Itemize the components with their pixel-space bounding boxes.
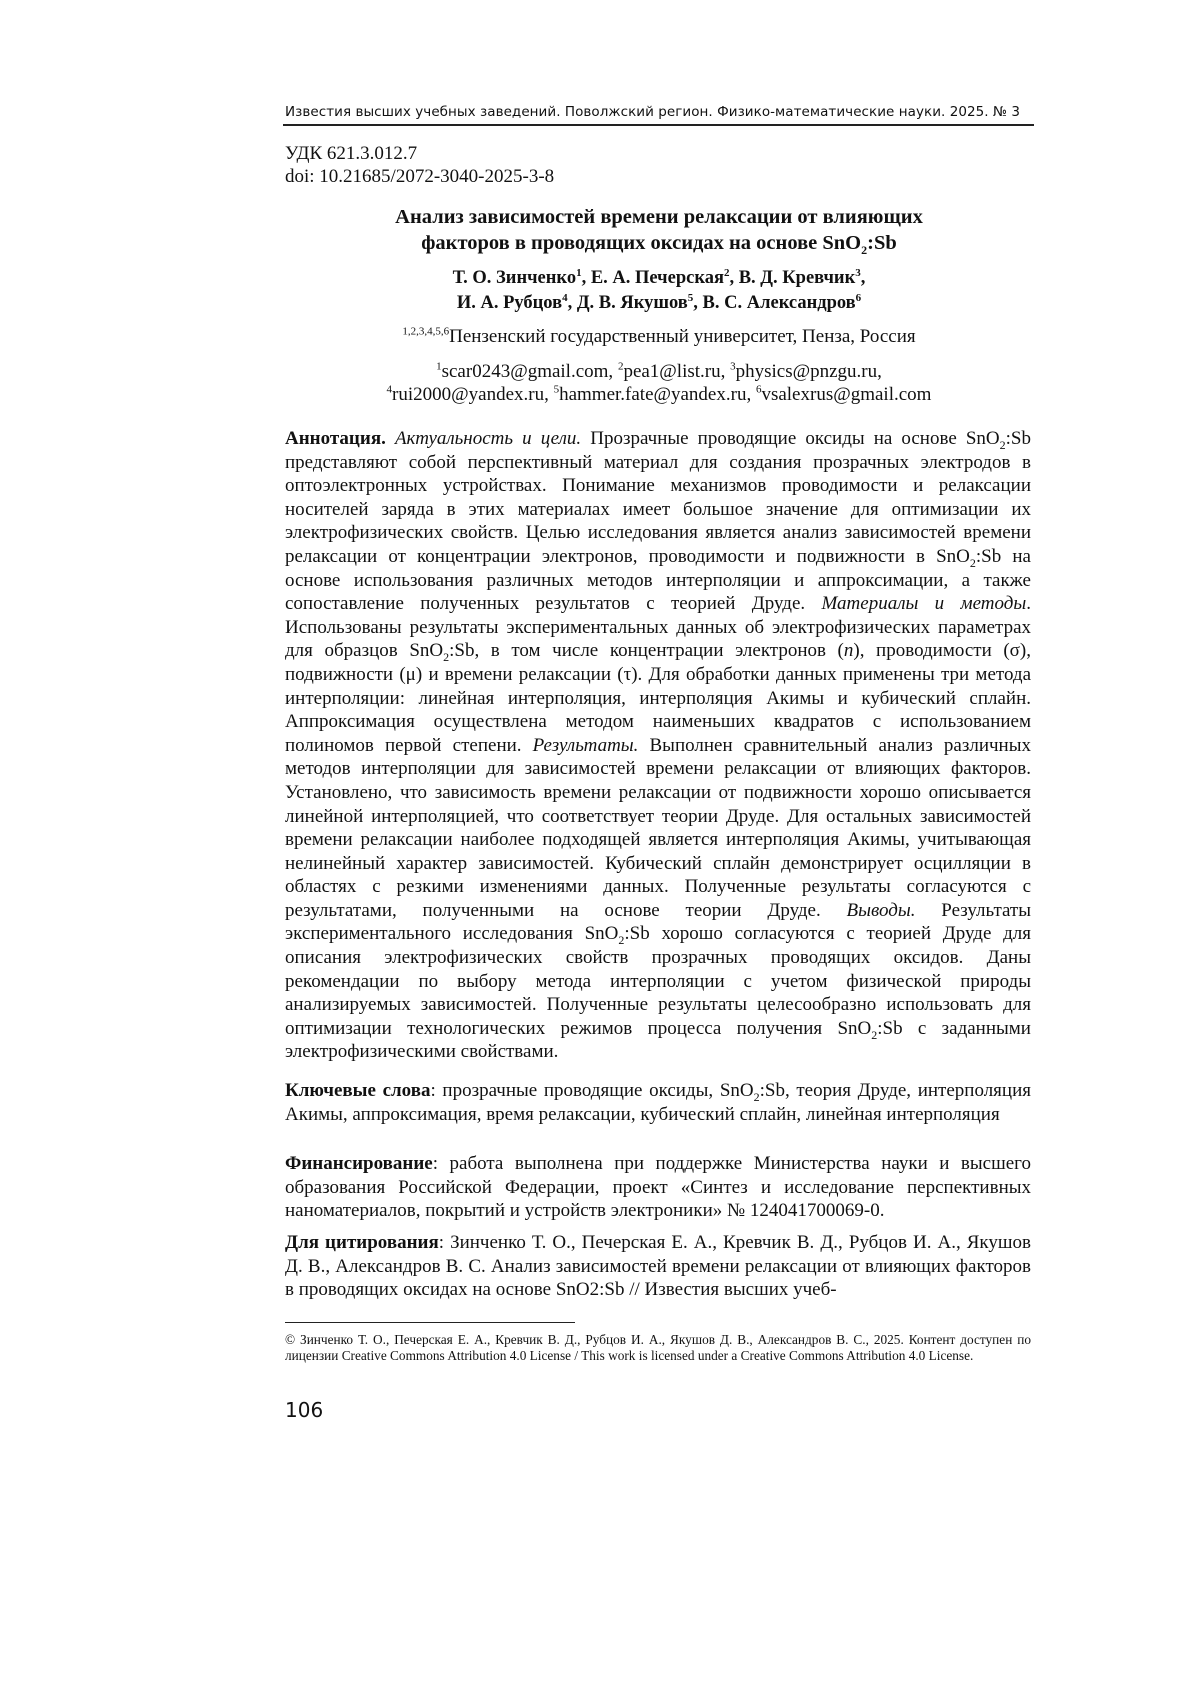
citation-text: : Зинченко Т. О., Печерская Е. А., Кревчик В. Д., Рубцов И. А., Якушов Д. В., Александров В. С. Анализ зависимостей времени релаксации от влияющих факторов в проводящих оксидах на основе SnO2:Sb // Известия высших учеб- bbox=[285, 1232, 1031, 1301]
email-link[interactable]: rui2000@yandex.ru, bbox=[392, 384, 554, 405]
emails-line-2 bbox=[285, 383, 1033, 407]
abstract-text: . Использованы результаты экспериментальных данных об электрофизических параметрах для образцов SnO bbox=[285, 593, 1032, 662]
abstract-text: :Sb с заданными электрофизическими свойствами. bbox=[285, 1017, 1031, 1063]
author-affiliation-mark: 3 bbox=[855, 266, 861, 279]
abstract-text: ), проводимости (σ), подвижности (μ) и времени релаксации (τ). Для обработки данных применены три метода интерполяции: линейная интерполяция, интерполяция Акимы и кубический сплайн. Аппроксимация осуществлена методом наименьших квадратов с использованием полиномов первой степени. bbox=[285, 640, 1031, 756]
affiliation-marks: 1,2,3,4,5,6 bbox=[402, 325, 450, 338]
formula-subscript: 2 bbox=[969, 555, 976, 570]
title-line-2-end: :Sb bbox=[867, 232, 897, 254]
keywords bbox=[285, 1079, 1031, 1126]
title-line-1: Анализ зависимостей времени релаксации от влияющих bbox=[395, 206, 923, 228]
author-list bbox=[285, 266, 1033, 316]
author-affiliation-mark: 4 bbox=[562, 291, 568, 304]
doi: doi: 10.21685/2072-3040-2025-3-8 bbox=[285, 166, 555, 187]
formula-subscript: 2 bbox=[753, 1089, 760, 1104]
funding-paragraph bbox=[285, 1152, 1031, 1223]
header-rule bbox=[283, 124, 1034, 126]
abstract-aim-label: Актуальность и цели. bbox=[394, 428, 582, 449]
affiliation-text: Пензенский государственный университет, Пенза, Россия bbox=[449, 326, 916, 347]
emails-line-1 bbox=[285, 360, 1033, 384]
funding-label: Финансирование bbox=[285, 1153, 433, 1174]
affiliation bbox=[285, 325, 1033, 349]
email-link[interactable]: physics@pnzgu.ru, bbox=[735, 361, 882, 382]
keywords-paragraph bbox=[285, 1079, 1031, 1126]
author-affiliation-mark: 5 bbox=[687, 291, 694, 304]
author-separator: , bbox=[860, 268, 866, 288]
keywords-text: : прозрачные проводящие оксиды, SnO bbox=[430, 1080, 754, 1101]
formula-subscript: 2 bbox=[618, 933, 625, 948]
email-mark: 5 bbox=[553, 383, 560, 396]
email-mark: 6 bbox=[755, 383, 762, 396]
author-separator: , bbox=[693, 293, 703, 313]
abstract-text: :Sb представляют собой перспективный материал для создания прозрачных электродов в оптоэлектронных устройствах. Понимание механизмов проводимости и релаксации носителей заряда в этих материалах имеет большое значение для оптимизации их электрофизических свойств. Целью исследования является анализ зависимостей времени релаксации от концентрации электронов, проводимости и подвижности в SnO bbox=[285, 428, 1031, 567]
funding bbox=[285, 1152, 1031, 1223]
copyright-footnote: © Зинченко Т. О., Печерская Е. А., Кревчик В. Д., Рубцов И. А., Якушов Д. В., Александров В. С., 2025. Контент доступен по лицензии Creative Commons Attribution 4.0 License / This work is licensed under a Creative Commons Attribution 4.0 License. bbox=[285, 1332, 1031, 1364]
formula-subscript: 2 bbox=[443, 650, 450, 665]
author-separator: , bbox=[729, 268, 739, 288]
abstract-text: :Sb, в том числе концентрации электронов ( bbox=[449, 640, 844, 662]
abstract bbox=[285, 427, 1031, 1064]
author-affiliation-mark: 6 bbox=[855, 291, 862, 304]
author-name: Е. А. Печерская bbox=[590, 268, 724, 288]
citation-label: Для цитирования bbox=[285, 1232, 439, 1253]
abstract-text: Выполнен сравнительный анализ различных методов интерполяции для зависимостей времени релаксации от влияющих факторов. Установлено, что зависимость времени релаксации от подвижности хорошо описывается линейной интерполяцией, что соответствует теории Друде. Для остальных зависимостей времени релаксации наиболее подходящей является интерполяция Акимы, учитывающая нелинейный характер зависимостей. Кубический сплайн демонстрирует осцилляции в областях с резкими изменениями данных. Полученные результаты согласуются с результатами, полученными на основе теории Друде. bbox=[285, 734, 1031, 921]
article-title bbox=[285, 204, 1033, 256]
email-mark: 3 bbox=[730, 360, 736, 373]
running-header: Известия высших учебных заведений. Поволжский регион. Физико-математические науки. 2025. № 3 bbox=[285, 104, 1021, 120]
abstract-conclusions-label: Выводы. bbox=[846, 899, 916, 921]
footnote-rule bbox=[285, 1322, 575, 1323]
abstract-text: Прозрачные проводящие оксиды на основе SnO bbox=[581, 428, 1000, 449]
abstract-methods-label: Материалы и методы bbox=[821, 593, 1027, 615]
page-number: 106 bbox=[285, 1398, 324, 1422]
funding-text: : работа выполнена при поддержке Министерства науки и высшего образования Российской Федерации, проект «Синтез и исследование перспективных наноматериалов, покрытий и устройств электроники» № 124041700069-0. bbox=[285, 1153, 1031, 1222]
email-mark: 4 bbox=[386, 383, 393, 396]
formula-subscript: 2 bbox=[999, 437, 1006, 452]
author-affiliation-mark: 2 bbox=[723, 266, 730, 279]
author-name: В. Д. Кревчик bbox=[738, 268, 856, 288]
keywords-label: Ключевые слова bbox=[285, 1080, 431, 1101]
email-link[interactable]: hammer.fate@yandex.ru, bbox=[559, 384, 756, 405]
keywords-text: :Sb, теория Друде, интерполяция Акимы, аппроксимация, время релаксации, кубический сплайн, линейная интерполяция bbox=[285, 1080, 1031, 1125]
email-mark: 1 bbox=[436, 360, 442, 373]
title-subscript: 2 bbox=[861, 243, 868, 258]
author-name: Д. В. Якушов bbox=[576, 293, 688, 313]
formula-subscript: 2 bbox=[871, 1027, 878, 1042]
udk-code: УДК 621.3.012.7 bbox=[285, 143, 418, 164]
author-separator: , bbox=[581, 268, 591, 288]
variable-n: n bbox=[843, 640, 854, 662]
abstract-text: Результаты экспериментального исследования SnO bbox=[285, 899, 1031, 945]
email-link[interactable]: pea1@list.ru, bbox=[623, 361, 731, 382]
author-name: Т. О. Зинченко bbox=[452, 268, 577, 288]
abstract-text: :Sb хорошо согласуются с теорией Друде для описания электрофизических свойств прозрачных проводящих оксидов. Даны рекомендации по выбору метода интерполяции с учетом физической природы анализируемых зависимостей. Полученные результаты целесообразно использовать для оптимизации технологических режимов процесса получения SnO bbox=[285, 923, 1031, 1039]
author-affiliation-mark: 1 bbox=[576, 266, 582, 279]
title-line-2: факторов в проводящих оксидах на основе SnO bbox=[421, 232, 862, 254]
author-separator: , bbox=[567, 293, 577, 313]
abstract-label: Аннотация. bbox=[285, 428, 386, 449]
abstract-paragraph bbox=[285, 427, 1031, 1064]
citation-paragraph bbox=[285, 1231, 1031, 1302]
email-mark: 2 bbox=[617, 360, 624, 373]
citation bbox=[285, 1231, 1031, 1302]
abstract-results-label: Результаты. bbox=[532, 734, 639, 756]
author-name: В. С. Александров bbox=[702, 293, 856, 313]
email-link[interactable]: vsalexrus@gmail.com bbox=[761, 384, 932, 405]
abstract-text: :Sb на основе использования различных методов интерполяции и аппроксимации, а также сопоставление полученных результатов с теорией Друде. bbox=[285, 545, 1031, 615]
author-name: И. А. Рубцов bbox=[456, 293, 563, 313]
email-link[interactable]: scar0243@gmail.com, bbox=[441, 361, 618, 382]
